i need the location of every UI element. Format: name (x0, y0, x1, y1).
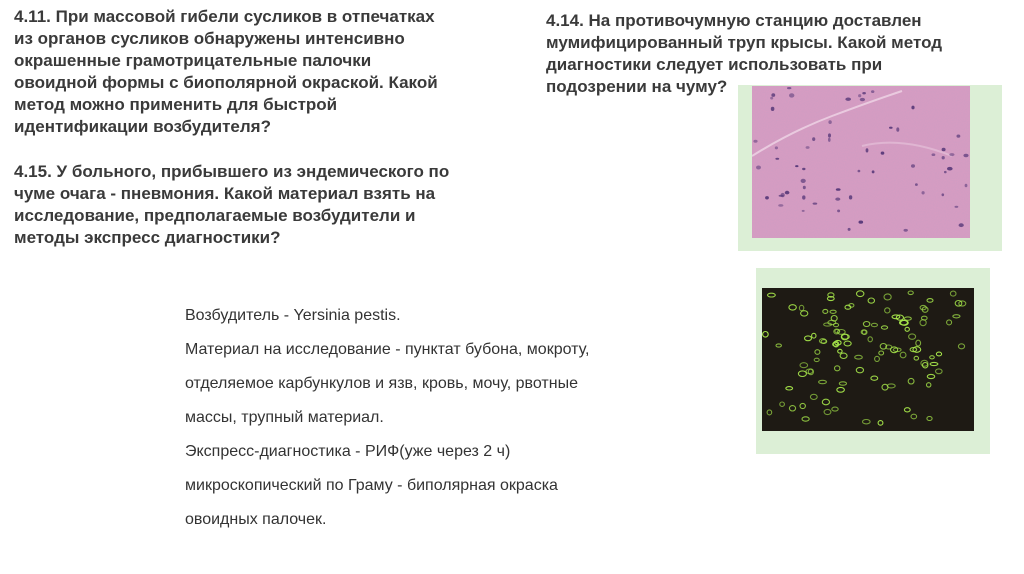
bacterium-mark (802, 195, 805, 199)
answer-line-material-2: отделяемое карбункулов и язв, кровь, мочу, рвотные (185, 375, 578, 392)
bacterium-mark (771, 107, 775, 111)
bacterium-mark (771, 93, 775, 97)
bacterium-mark (778, 204, 783, 207)
bacterium-mark (849, 195, 852, 199)
bacterium-mark (828, 133, 831, 137)
bacterium-mark (775, 158, 779, 160)
bacterium-mark (866, 148, 869, 152)
bacterium-mark (932, 153, 936, 156)
answer-line-pathogen: Возбудитель - Yersinia pestis. (185, 307, 401, 324)
bacterium-mark (753, 140, 757, 143)
answer-block (185, 303, 705, 537)
bacterium-mark (836, 188, 841, 191)
answer-line-express-3: овоидных палочек. (185, 511, 327, 528)
bacterium-mark (858, 170, 861, 173)
bacterium-mark (765, 196, 769, 199)
bacterium-mark (801, 179, 806, 183)
bacterium-mark (795, 165, 798, 167)
bacterium-mark (859, 221, 864, 224)
bacterium-mark (947, 167, 953, 171)
fluorescent-smear-image (762, 288, 974, 431)
bacterium-mark (889, 127, 893, 129)
bacterium-mark (942, 193, 945, 196)
bacterium-mark (871, 90, 874, 93)
bacterium-mark (881, 152, 885, 155)
bacterium-mark (872, 170, 875, 173)
stained-smear-image (752, 86, 970, 238)
bacterium-mark (922, 191, 925, 194)
answer-line-material-3: массы, трупный материал. (185, 409, 384, 426)
bacterium-mark (802, 210, 805, 212)
bacterium-mark (803, 186, 806, 189)
bacterium-mark (770, 97, 773, 100)
bacterium-mark (845, 98, 851, 101)
answer-line-material-1: Материал на исследование - пунктат бубона, мокроту, (185, 341, 590, 358)
bacterium-mark (775, 146, 778, 149)
bacterium-mark (959, 223, 964, 227)
bacterium-mark (837, 210, 840, 213)
bacterium-mark (957, 135, 961, 138)
bacterium-mark (896, 127, 899, 131)
bacterium-mark (813, 203, 818, 205)
bacterium-mark (828, 138, 831, 142)
bacterium-mark (862, 92, 866, 94)
bacterium-mark (806, 146, 810, 149)
question-4-15: 4.15. У больного, прибывшего из эндемического по чуме очага - пневмония. Какой материал взять на исследование, предполагаемые возбудители и методы экспресс диагностики? (14, 162, 450, 247)
bacterium-mark (812, 137, 815, 141)
bacterium-mark (860, 98, 865, 101)
question-4-11: 4.11. При массовой гибели сусликов в отпечатках из органов сусликов обнаружены интенсивно окрашенные грамотрицательные палочки овоидной формы с биополярной окраской. Какой метод можно применить для быстрой идентификации возбудителя? (14, 7, 438, 136)
bacterium-mark (781, 193, 785, 197)
bacterium-mark (787, 87, 791, 89)
bacterium-mark (942, 148, 946, 152)
answer-line-express-1: Экспресс-диагностика - РИФ(уже через 2 ч) (185, 443, 511, 460)
bacterium-mark (955, 206, 959, 208)
bacterium-mark (785, 191, 790, 195)
bacterium-mark (828, 120, 831, 124)
bacterium-mark (942, 156, 945, 159)
bacterium-mark (756, 166, 761, 170)
bacterium-mark (848, 228, 851, 231)
bacterium-mark (911, 106, 914, 110)
question-4-14: 4.14. На противочумную станцию доставлен мумифицированный труп крысы. Какой метод диагностики следует использовать при подозрении на чуму? (546, 11, 943, 96)
bacterium-mark (963, 154, 968, 157)
bacterium-mark (858, 94, 861, 97)
bacterium-mark (904, 229, 908, 232)
bacterium-mark (911, 164, 915, 167)
answer-line-express-2: микроскопический по Граму - биполярная окраска (185, 477, 558, 494)
bacterium-mark (965, 184, 968, 188)
bacterium-mark (802, 168, 805, 170)
bacterium-mark (949, 153, 954, 156)
bacterium-mark (915, 183, 918, 186)
bacterium-mark (835, 198, 840, 201)
bacterium-mark (944, 171, 947, 173)
bacterium-mark (789, 93, 794, 97)
